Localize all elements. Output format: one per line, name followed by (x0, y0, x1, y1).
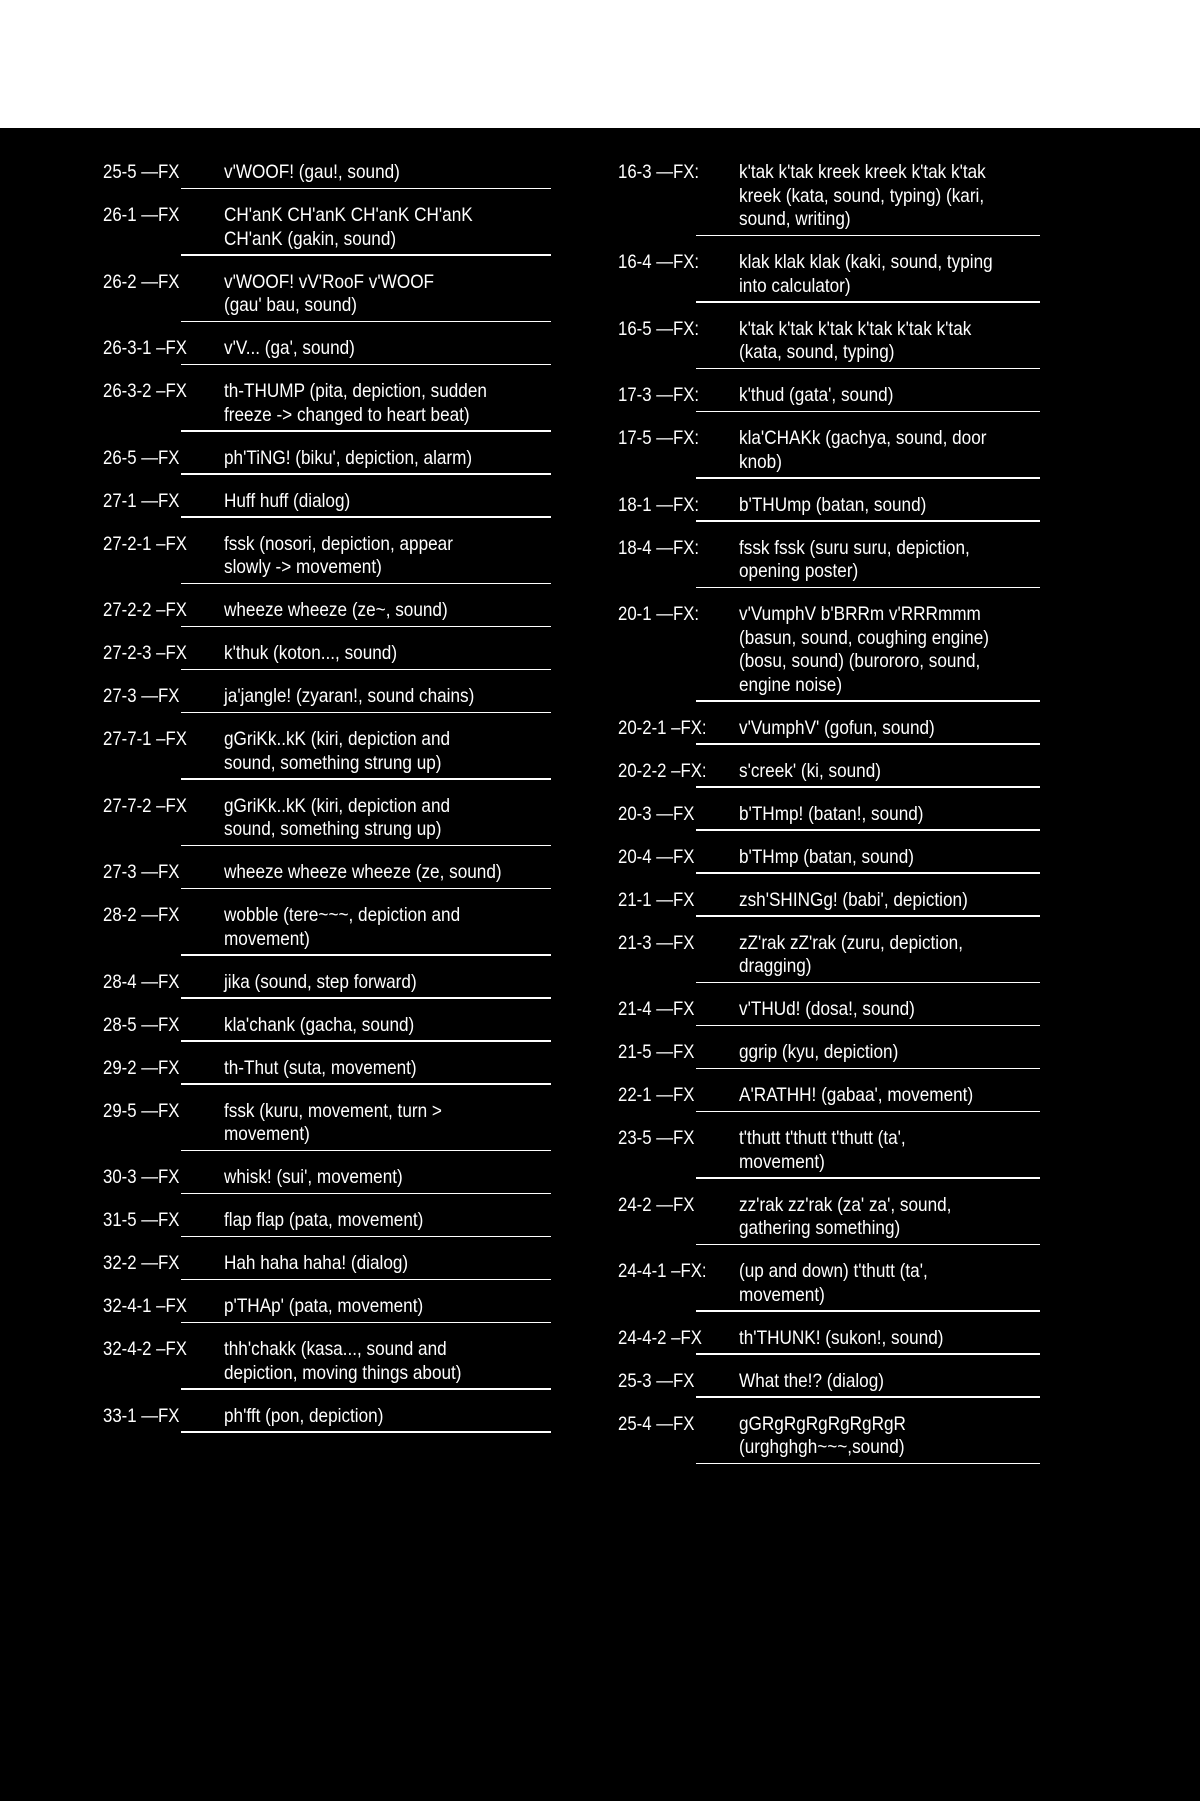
fx-ref: 16-5 —FX: (618, 317, 700, 340)
fx-ref: 25-3 —FX (618, 1369, 695, 1392)
fx-translation: v'VumphV b'BRRm v'RRRmmm (basun, sound, coughing engine) (bosu, sound) (burororo, sound, engine noise) (739, 603, 989, 696)
fx-entry (103, 1295, 549, 1323)
underline-rule (181, 888, 551, 890)
fx-ref: 25-5 —FX (103, 161, 180, 183)
fx-entry-row (618, 427, 1040, 474)
fx-entry-row (103, 795, 549, 842)
fx-entry-row (618, 717, 1040, 741)
fx-entry (103, 447, 549, 475)
underline-rule (696, 1310, 1040, 1312)
fx-entry-row (103, 1252, 549, 1276)
underline-rule (181, 516, 551, 518)
fx-translation: zz'rak zz'rak (za' za', sound, gathering something) (739, 1193, 952, 1239)
fx-translation: ph'fft (pon, depiction) (224, 1404, 384, 1427)
fx-ref: 26-2 —FX (103, 270, 180, 293)
fx-entry (618, 1413, 1040, 1465)
underline-rule (696, 411, 1040, 413)
fx-entry-row (103, 490, 549, 514)
fx-translation: fssk fssk (suru suru, depiction, opening poster) (739, 536, 970, 582)
fx-translation: ja'jangle! (zyaran!, sound chains) (224, 685, 475, 707)
fx-translation: wheeze wheeze (ze~, sound) (224, 599, 448, 621)
fx-translation: gGriKk..kK (kiri, depiction and sound, something strung up) (224, 728, 451, 774)
fx-translation: flap flap (pata, movement) (224, 1209, 424, 1231)
fx-translation: gGriKk..kK (kiri, depiction and sound, something strung up) (224, 794, 451, 840)
fx-ref: 21-3 —FX (618, 931, 695, 954)
fx-ref: 28-4 —FX (103, 970, 180, 993)
underline-rule (181, 778, 551, 780)
fx-translation: v'VumphV' (gofun, sound) (739, 716, 935, 739)
fx-ref: 27-2-3 –FX (103, 642, 187, 664)
fx-ref: 20-3 —FX (618, 802, 695, 825)
fx-entry (103, 1166, 549, 1194)
underline-rule (181, 473, 551, 475)
fx-entry-row (103, 1338, 549, 1385)
fx-entry-row (103, 1209, 549, 1233)
fx-entry (618, 1194, 1040, 1246)
fx-entry (103, 1405, 549, 1433)
underline-rule (696, 520, 1040, 522)
underline-rule (181, 188, 551, 190)
fx-ref: 28-5 —FX (103, 1013, 180, 1036)
fx-entry-row (618, 1084, 1040, 1108)
fx-translation: k'thud (gata', sound) (739, 384, 894, 406)
underline-rule (696, 743, 1040, 745)
fx-entry-row (103, 1100, 549, 1147)
fx-entry (618, 803, 1040, 831)
fx-entry-row (618, 760, 1040, 784)
fx-translation: th-THUMP (pita, depiction, sudden freeze -> changed to heart beat) (224, 380, 487, 426)
fx-entry-row (103, 728, 549, 775)
underline-rule (181, 669, 551, 671)
fx-entry-row (103, 1295, 549, 1319)
fx-ref: 16-3 —FX: (618, 161, 700, 183)
fx-entry (103, 685, 549, 713)
fx-entry-row (103, 599, 549, 623)
underline-rule (181, 1388, 551, 1390)
fx-ref: 27-1 —FX (103, 489, 180, 512)
fx-entry (618, 537, 1040, 589)
fx-entry (103, 380, 549, 432)
fx-entry (618, 1084, 1040, 1112)
fx-entry-row (103, 271, 549, 318)
fx-translation: th-Thut (suta, movement) (224, 1056, 417, 1079)
fx-translation: p'THAp' (pata, movement) (224, 1295, 424, 1317)
fx-entry-row (103, 1014, 549, 1038)
underline-rule (181, 1431, 551, 1433)
underline-rule (696, 1068, 1040, 1070)
fx-ref: 29-5 —FX (103, 1099, 180, 1122)
fx-entry-row (103, 380, 549, 427)
fx-entry (618, 998, 1040, 1026)
fx-ref: 27-3 —FX (103, 861, 180, 883)
underline-rule (696, 235, 1040, 237)
fx-translation: jika (sound, step forward) (224, 970, 417, 993)
fx-entry-row (103, 161, 549, 185)
fx-entry (618, 932, 1040, 984)
fx-translation: k'tak k'tak kreek kreek k'tak k'tak kreek (kata, sound, typing) (kari, sound, writing) (739, 161, 986, 230)
fx-entry-row (618, 998, 1040, 1022)
fx-translation: What the!? (dialog) (739, 1369, 884, 1392)
fx-ref: 16-4 —FX: (618, 251, 700, 273)
fx-ref: 22-1 —FX (618, 1084, 695, 1106)
fx-entry-row (103, 642, 549, 666)
fx-entry-row (618, 603, 1040, 697)
fx-ref: 23-5 —FX (618, 1127, 695, 1149)
underline-rule (181, 997, 551, 999)
fx-ref: 26-3-1 –FX (103, 337, 187, 359)
fx-ref: 18-4 —FX: (618, 536, 700, 559)
fx-ref: 20-1 —FX: (618, 603, 700, 625)
underline-rule (696, 982, 1040, 984)
fx-entry (103, 204, 549, 256)
fx-entry (618, 494, 1040, 522)
fx-translation: b'THmp! (batan!, sound) (739, 802, 924, 825)
fx-entry (618, 717, 1040, 745)
fx-entry (103, 1100, 549, 1152)
fx-entry (618, 846, 1040, 874)
underline-rule (181, 321, 551, 323)
fx-ref: 32-4-2 –FX (103, 1338, 187, 1360)
fx-entry (103, 271, 549, 323)
underline-rule (696, 1111, 1040, 1113)
fx-translation: fssk (nosori, depiction, appear slowly -> movement) (224, 532, 453, 578)
fx-entry (618, 318, 1040, 370)
fx-translation: thh'chakk (kasa..., sound and depiction, moving things about) (224, 1338, 462, 1384)
fx-entry (618, 760, 1040, 788)
fx-translation: wobble (tere~~~, depiction and movement) (224, 904, 461, 950)
fx-translation: v'THUd! (dosa!, sound) (739, 998, 915, 1020)
underline-rule (181, 954, 551, 956)
underline-rule (181, 1322, 551, 1324)
underline-rule (696, 829, 1040, 831)
underline-rule (696, 1244, 1040, 1246)
fx-ref: 32-4-1 –FX (103, 1295, 187, 1317)
fx-entry (103, 161, 549, 189)
fx-ref: 20-2-1 –FX: (618, 716, 707, 739)
fx-entry (103, 1057, 549, 1085)
fx-translation: zsh'SHINGg! (babi', depiction) (739, 888, 968, 911)
fx-translation: b'THmp (batan, sound) (739, 845, 914, 868)
fx-ref: 27-3 —FX (103, 685, 180, 707)
underline-rule (181, 1083, 551, 1085)
fx-entry-row (103, 1166, 549, 1190)
fx-entry-row (618, 1041, 1040, 1065)
fx-entry (618, 1327, 1040, 1355)
fx-translation: A'RATHH! (gabaa', movement) (739, 1084, 974, 1106)
fx-ref: 27-2-2 –FX (103, 599, 187, 621)
fx-entry (618, 1370, 1040, 1398)
fx-entry-row (103, 861, 549, 885)
fx-ref: 26-3-2 –FX (103, 380, 187, 402)
fx-entry-row (618, 846, 1040, 870)
fx-translation: Hah haha haha! (dialog) (224, 1252, 409, 1274)
fx-translation: zZ'rak zZ'rak (zuru, depiction, dragging) (739, 931, 963, 977)
fx-entry-row (618, 161, 1040, 232)
underline-rule (181, 583, 551, 585)
underline-rule (696, 1463, 1040, 1465)
fx-translation: t'thutt t'thutt t'thutt (ta', movement) (739, 1127, 906, 1173)
fx-ref: 33-1 —FX (103, 1404, 180, 1427)
fx-entry-row (618, 1260, 1040, 1307)
fx-entry-row (103, 1405, 549, 1429)
underline-rule (181, 1150, 551, 1152)
fx-translation: (up and down) t'thutt (ta', movement) (739, 1260, 928, 1306)
fx-ref: 17-5 —FX: (618, 427, 700, 449)
underline-rule (181, 1236, 551, 1238)
fx-translation: kla'chank (gacha, sound) (224, 1013, 415, 1036)
underline-rule (181, 1040, 551, 1042)
fx-entry (618, 1041, 1040, 1069)
fx-entry (618, 427, 1040, 479)
fx-translation: fssk (kuru, movement, turn > movement) (224, 1099, 442, 1145)
underline-rule (696, 587, 1040, 589)
fx-translation: CH'anK CH'anK CH'anK CH'anK CH'anK (gakin, sound) (224, 204, 473, 250)
fx-ref: 30-3 —FX (103, 1166, 180, 1188)
fx-ref: 20-2-2 –FX: (618, 759, 707, 782)
fx-translation: wheeze wheeze wheeze (ze, sound) (224, 861, 502, 883)
underline-rule (696, 1025, 1040, 1027)
underline-rule (181, 1279, 551, 1281)
fx-ref: 18-1 —FX: (618, 493, 700, 516)
fx-entry (103, 337, 549, 365)
underline-rule (696, 786, 1040, 788)
fx-entry (103, 1338, 549, 1390)
fx-entry-row (618, 932, 1040, 979)
underline-rule (696, 368, 1040, 370)
fx-ref: 24-2 —FX (618, 1193, 695, 1216)
fx-entry (618, 603, 1040, 702)
fx-entry-row (103, 204, 549, 251)
fx-translation: k'thuk (koton..., sound) (224, 642, 398, 664)
underline-rule (696, 700, 1040, 702)
fx-translation: b'THUmp (batan, sound) (739, 493, 927, 516)
fx-entry-row (618, 889, 1040, 913)
fx-entry (103, 1252, 549, 1280)
fx-translation: th'THUNK! (sukon!, sound) (739, 1326, 944, 1349)
fx-entry (618, 251, 1040, 303)
fx-entry-row (103, 971, 549, 995)
fx-ref: 27-7-2 –FX (103, 794, 187, 817)
fx-ref: 21-5 —FX (618, 1041, 695, 1063)
fx-ref: 29-2 —FX (103, 1056, 180, 1079)
fx-ref: 26-1 —FX (103, 204, 180, 226)
fx-ref: 31-5 —FX (103, 1209, 180, 1231)
fx-translation: ggrip (kyu, depiction) (739, 1041, 899, 1063)
fx-entry-row (618, 1327, 1040, 1351)
fx-ref: 27-7-1 –FX (103, 728, 187, 750)
fx-entry-row (103, 1057, 549, 1081)
fx-ref: 25-4 —FX (618, 1412, 695, 1435)
underline-rule (696, 301, 1040, 303)
underline-rule (181, 1193, 551, 1195)
fx-entry (103, 533, 549, 585)
fx-translation: gGRgRgRgRgRgRgR (urghghgh~~~,sound) (739, 1412, 906, 1458)
fx-entry (103, 599, 549, 627)
fx-entry (103, 795, 549, 847)
fx-entry (103, 490, 549, 518)
fx-entry-row (103, 685, 549, 709)
fx-entry-row (103, 533, 549, 580)
underline-rule (696, 477, 1040, 479)
fx-entry (618, 384, 1040, 412)
fx-ref: 28-2 —FX (103, 904, 180, 926)
fx-translation: v'WOOF! (gau!, sound) (224, 161, 400, 183)
fx-translation: klak klak klak (kaki, sound, typing into calculator) (739, 251, 993, 297)
fx-translation: v'WOOF! vV'RooF v'WOOF (gau' bau, sound) (224, 270, 435, 316)
underline-rule (181, 712, 551, 714)
fx-entry-row (618, 1194, 1040, 1241)
underline-rule (181, 626, 551, 628)
fx-ref: 27-2-1 –FX (103, 532, 187, 555)
fx-translation: Huff huff (dialog) (224, 489, 351, 512)
fx-translation: kla'CHAKk (gachya, sound, door knob) (739, 427, 987, 473)
fx-ref: 24-4-1 –FX: (618, 1260, 707, 1282)
underline-rule (181, 364, 551, 366)
fx-ref: 32-2 —FX (103, 1252, 180, 1274)
fx-ref: 21-1 —FX (618, 888, 695, 911)
fx-entry-row (618, 318, 1040, 365)
fx-translation: ph'TiNG! (biku', depiction, alarm) (224, 446, 473, 469)
underline-rule (181, 430, 551, 432)
fx-ref: 24-4-2 –FX (618, 1326, 702, 1349)
fx-entry (103, 904, 549, 956)
underline-rule (696, 1396, 1040, 1398)
fx-entry-row (618, 251, 1040, 298)
fx-ref: 17-3 —FX: (618, 384, 700, 406)
fx-entry-row (618, 803, 1040, 827)
right-column (618, 161, 1040, 1479)
underline-rule (696, 915, 1040, 917)
fx-translation: whisk! (sui', movement) (224, 1166, 403, 1188)
fx-ref: 26-5 —FX (103, 446, 180, 469)
fx-entry (618, 161, 1040, 236)
fx-entry-row (618, 1127, 1040, 1174)
left-column (103, 161, 549, 1448)
underline-rule (181, 845, 551, 847)
fx-entry-row (618, 1413, 1040, 1460)
fx-entry-row (103, 337, 549, 361)
fx-entry-row (103, 447, 549, 471)
fx-entry (103, 642, 549, 670)
fx-ref: 20-4 —FX (618, 845, 695, 868)
fx-translation: k'tak k'tak k'tak k'tak k'tak k'tak (kata, sound, typing) (739, 317, 972, 363)
fx-entry (103, 1209, 549, 1237)
fx-translation: s'creek' (ki, sound) (739, 759, 881, 782)
underline-rule (181, 254, 551, 256)
fx-entry (103, 971, 549, 999)
fx-entry-row (103, 904, 549, 951)
fx-entry (618, 889, 1040, 917)
fx-entry-row (618, 494, 1040, 518)
fx-translation: v'V... (ga', sound) (224, 337, 355, 359)
fx-entry (103, 1014, 549, 1042)
underline-rule (696, 1353, 1040, 1355)
fx-entry-row (618, 384, 1040, 408)
fx-entry (618, 1260, 1040, 1312)
fx-ref: 21-4 —FX (618, 998, 695, 1020)
fx-entry (103, 861, 549, 889)
underline-rule (696, 872, 1040, 874)
top-margin (0, 0, 1200, 128)
fx-entry-row (618, 1370, 1040, 1394)
fx-entry (103, 728, 549, 780)
fx-entry (618, 1127, 1040, 1179)
fx-entry-row (618, 537, 1040, 584)
underline-rule (696, 1177, 1040, 1179)
